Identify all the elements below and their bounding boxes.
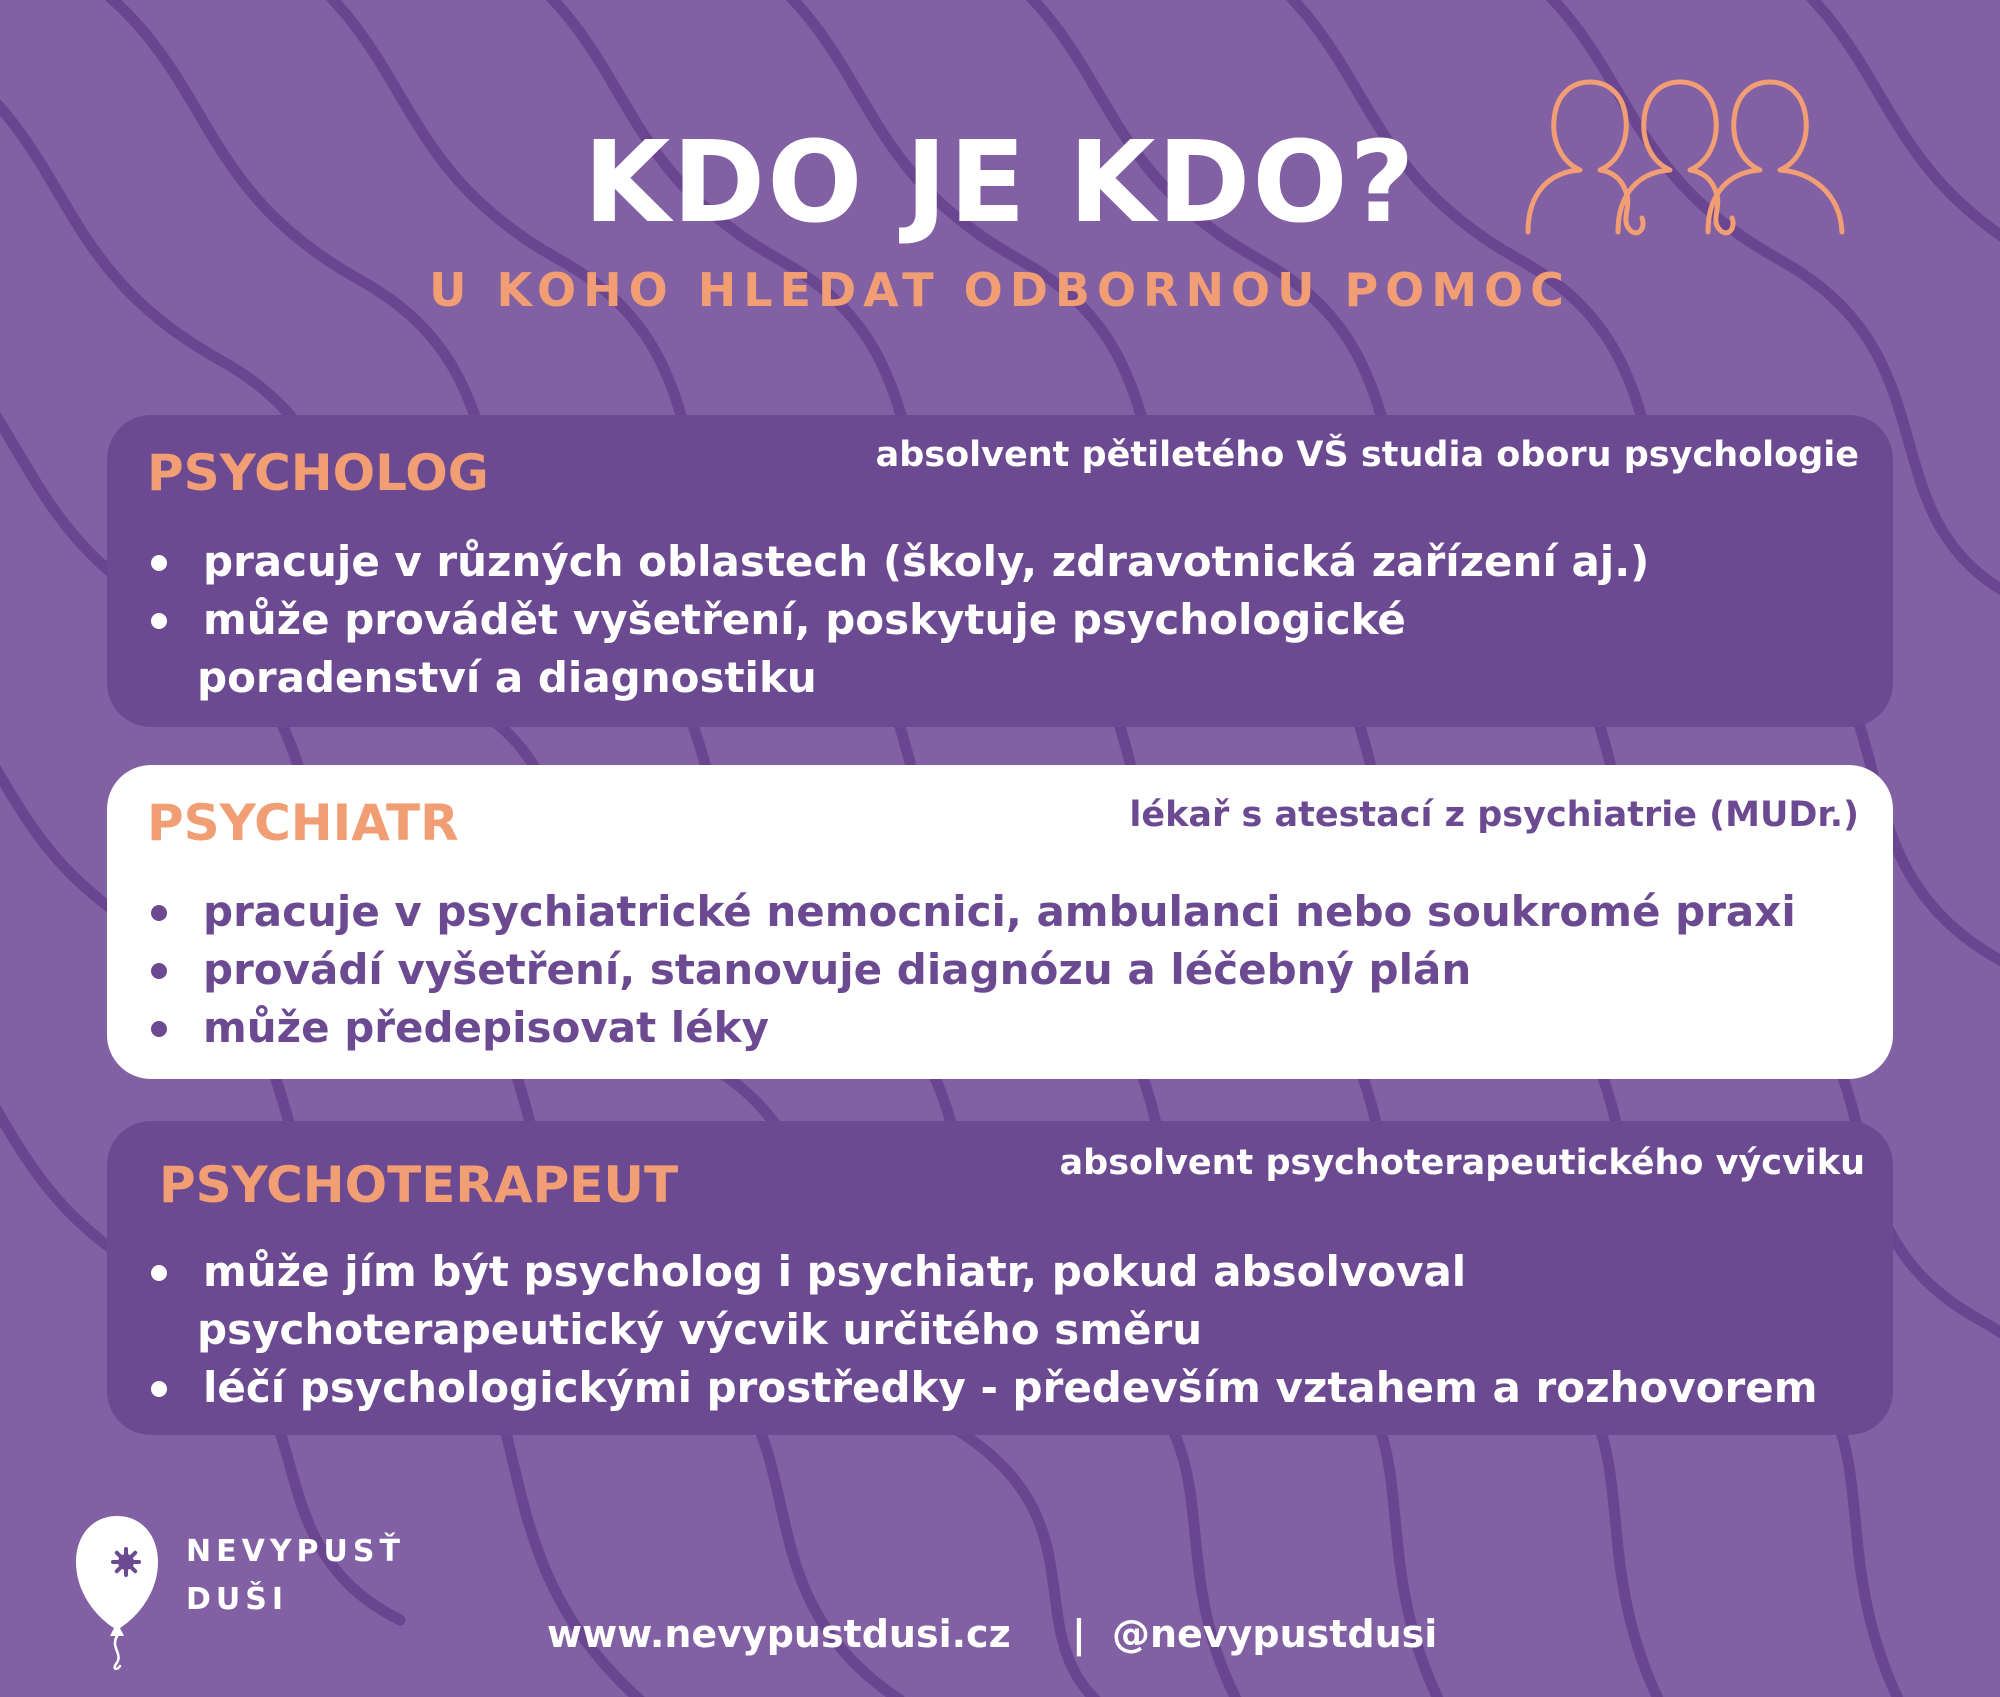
balloon-icon: [72, 1512, 162, 1672]
bullet-list: [145, 883, 1796, 1057]
list-item: léčí psychologickými prostředky - především vztahem a rozhovorem: [145, 1359, 1817, 1417]
list-item: pracuje v různých oblastech (školy, zdravotnická zařízení aj.): [145, 533, 1649, 591]
card-psychoterapeut: [107, 1121, 1893, 1435]
page-subtitle: U KOHO HLEDAT ODBORNOU POMOC: [429, 263, 1571, 317]
card-title: PSYCHOTERAPEUT: [159, 1156, 679, 1214]
footer-separator: |: [1072, 1612, 1086, 1656]
list-item: pracuje v psychiatrické nemocnici, ambulanci nebo soukromé praxi: [145, 883, 1796, 941]
people-group-icon: [1510, 72, 1860, 242]
card-title: PSYCHOLOG: [147, 444, 489, 502]
bullet-list: [145, 533, 1649, 707]
page-title: KDO JE KDO?: [583, 118, 1417, 248]
list-item: může jím být psycholog i psychiatr, pokud absolvoval psychoterapeutický výcvik určitého směru: [145, 1243, 1817, 1359]
footer-website-link[interactable]: www.nevypustdusi.cz: [547, 1612, 1011, 1656]
card-psycholog: [107, 415, 1893, 727]
list-item: může předepisovat léky: [145, 999, 1796, 1057]
bullet-list: [145, 1243, 1817, 1417]
card-description: absolvent psychoterapeutického výcviku: [1059, 1143, 1865, 1183]
card-description: absolvent pětiletého VŠ studia oboru psychologie: [875, 435, 1859, 475]
card-description: lékař s atestací z psychiatrie (MUDr.): [1129, 795, 1859, 835]
list-item: může provádět vyšetření, poskytuje psychologické poradenství a diagnostiku: [145, 591, 1649, 707]
logo-text-line1: NEVYPUSŤ: [186, 1534, 405, 1569]
list-item: provádí vyšetření, stanovuje diagnózu a léčebný plán: [145, 941, 1796, 999]
footer-social-handle[interactable]: @nevypustdusi: [1112, 1612, 1438, 1656]
card-title: PSYCHIATR: [147, 794, 459, 852]
card-psychiatr: [107, 765, 1893, 1079]
logo-text-line2: DUŠI: [186, 1582, 289, 1617]
